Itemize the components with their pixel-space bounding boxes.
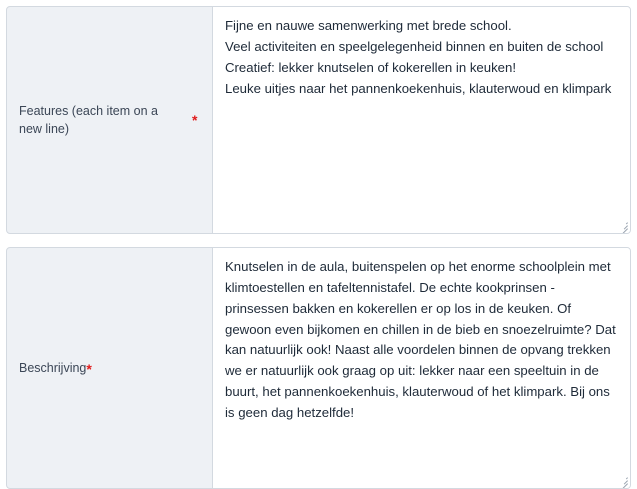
field-row-beschrijving <box>6 247 631 489</box>
field-input-cell-beschrijving <box>212 248 630 488</box>
field-input-cell-features <box>212 7 630 233</box>
required-marker-features: * <box>192 112 198 128</box>
required-marker-beschrijving: * <box>86 361 92 377</box>
features-textarea[interactable] <box>213 7 630 233</box>
field-row-features <box>6 6 631 234</box>
beschrijving-textarea[interactable] <box>213 248 630 488</box>
field-label-features-text: Features (each item on a new line) <box>19 103 158 136</box>
field-label-beschrijving <box>7 248 212 488</box>
textarea-resize-handle-features[interactable] <box>618 221 628 231</box>
textarea-resize-handle-beschrijving[interactable] <box>618 476 628 486</box>
field-label-features <box>7 7 212 233</box>
field-label-beschrijving-text: Beschrijving <box>19 360 87 375</box>
